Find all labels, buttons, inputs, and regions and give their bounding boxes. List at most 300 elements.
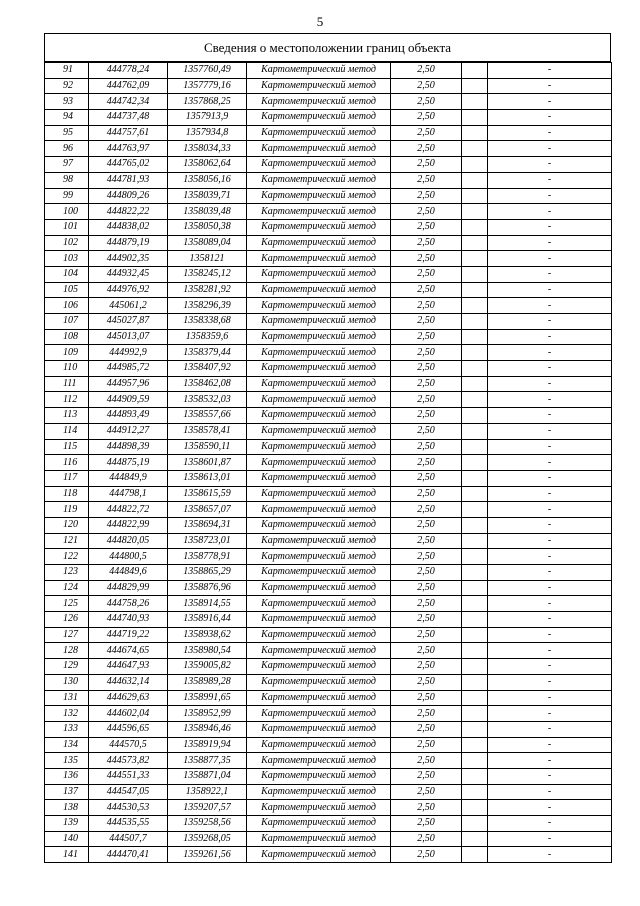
table-row (45, 251, 612, 267)
table-row (45, 329, 612, 345)
x-coordinate-cell: 444822,99 (89, 517, 168, 533)
x-coordinate-cell: 444849,6 (89, 565, 168, 581)
point-number-cell: 91 (45, 63, 89, 79)
description-cell: - (488, 612, 612, 628)
point-number-cell: 135 (45, 753, 89, 769)
y-coordinate-cell: 1358922,1 (168, 784, 247, 800)
x-coordinate-cell: 444570,5 (89, 737, 168, 753)
blank-cell (462, 768, 488, 784)
y-coordinate-cell: 1358991,65 (168, 690, 247, 706)
method-cell: Картометрический метод (247, 659, 391, 675)
accuracy-cell: 2,50 (391, 188, 462, 204)
point-number-cell: 116 (45, 455, 89, 471)
blank-cell (462, 470, 488, 486)
table-row (45, 831, 612, 847)
x-coordinate-cell: 444632,14 (89, 674, 168, 690)
y-coordinate-cell: 1358056,16 (168, 172, 247, 188)
point-number-cell: 102 (45, 235, 89, 251)
x-coordinate-cell: 444822,72 (89, 502, 168, 518)
x-coordinate-cell: 444820,05 (89, 533, 168, 549)
x-coordinate-cell: 444932,45 (89, 266, 168, 282)
point-number-cell: 137 (45, 784, 89, 800)
method-cell: Картометрический метод (247, 329, 391, 345)
point-number-cell: 96 (45, 141, 89, 157)
x-coordinate-cell: 445027,87 (89, 314, 168, 330)
description-cell: - (488, 141, 612, 157)
method-cell: Картометрический метод (247, 439, 391, 455)
blank-cell (462, 219, 488, 235)
x-coordinate-cell: 444822,22 (89, 204, 168, 220)
description-cell: - (488, 266, 612, 282)
point-number-cell: 99 (45, 188, 89, 204)
y-coordinate-cell: 1358980,54 (168, 643, 247, 659)
method-cell: Картометрический метод (247, 361, 391, 377)
description-cell: - (488, 423, 612, 439)
table-row (45, 298, 612, 314)
x-coordinate-cell: 444762,09 (89, 78, 168, 94)
accuracy-cell: 2,50 (391, 110, 462, 126)
table-row (45, 737, 612, 753)
description-cell: - (488, 517, 612, 533)
section-title: Сведения о местоположении границ объекта (44, 33, 611, 62)
x-coordinate-cell: 444530,53 (89, 800, 168, 816)
point-number-cell: 113 (45, 408, 89, 424)
y-coordinate-cell: 1358989,28 (168, 674, 247, 690)
method-cell: Картометрический метод (247, 737, 391, 753)
x-coordinate-cell: 444573,82 (89, 753, 168, 769)
point-number-cell: 112 (45, 392, 89, 408)
method-cell: Картометрический метод (247, 125, 391, 141)
point-number-cell: 103 (45, 251, 89, 267)
table-row (45, 627, 612, 643)
method-cell: Картометрический метод (247, 392, 391, 408)
accuracy-cell: 2,50 (391, 266, 462, 282)
y-coordinate-cell: 1358723,01 (168, 533, 247, 549)
coordinates-table (44, 62, 612, 863)
point-number-cell: 122 (45, 549, 89, 565)
method-cell: Картометрический метод (247, 847, 391, 863)
method-cell: Картометрический метод (247, 533, 391, 549)
y-coordinate-cell: 1357779,16 (168, 78, 247, 94)
point-number-cell: 129 (45, 659, 89, 675)
y-coordinate-cell: 1357913,9 (168, 110, 247, 126)
table-row (45, 612, 612, 628)
method-cell: Картометрический метод (247, 721, 391, 737)
accuracy-cell: 2,50 (391, 612, 462, 628)
x-coordinate-cell: 444957,96 (89, 376, 168, 392)
y-coordinate-cell: 1358694,31 (168, 517, 247, 533)
description-cell: - (488, 78, 612, 94)
method-cell: Картометрический метод (247, 549, 391, 565)
method-cell: Картометрический метод (247, 141, 391, 157)
table-row (45, 188, 612, 204)
accuracy-cell: 2,50 (391, 251, 462, 267)
accuracy-cell: 2,50 (391, 847, 462, 863)
description-cell: - (488, 800, 612, 816)
method-cell: Картометрический метод (247, 768, 391, 784)
blank-cell (462, 502, 488, 518)
method-cell: Картометрический метод (247, 345, 391, 361)
point-number-cell: 93 (45, 94, 89, 110)
table-row (45, 706, 612, 722)
description-cell: - (488, 314, 612, 330)
accuracy-cell: 2,50 (391, 94, 462, 110)
y-coordinate-cell: 1359268,05 (168, 831, 247, 847)
description-cell: - (488, 831, 612, 847)
point-number-cell: 128 (45, 643, 89, 659)
point-number-cell: 138 (45, 800, 89, 816)
description-cell: - (488, 110, 612, 126)
accuracy-cell: 2,50 (391, 565, 462, 581)
blank-cell (462, 188, 488, 204)
y-coordinate-cell: 1358039,48 (168, 204, 247, 220)
description-cell: - (488, 486, 612, 502)
table-row (45, 596, 612, 612)
accuracy-cell: 2,50 (391, 643, 462, 659)
blank-cell (462, 737, 488, 753)
y-coordinate-cell: 1358557,66 (168, 408, 247, 424)
point-number-cell: 141 (45, 847, 89, 863)
x-coordinate-cell: 444875,19 (89, 455, 168, 471)
description-cell: - (488, 282, 612, 298)
y-coordinate-cell: 1358462,08 (168, 376, 247, 392)
description-cell: - (488, 251, 612, 267)
description-cell: - (488, 721, 612, 737)
accuracy-cell: 2,50 (391, 800, 462, 816)
description-cell: - (488, 674, 612, 690)
description-cell: - (488, 125, 612, 141)
description-cell: - (488, 643, 612, 659)
accuracy-cell: 2,50 (391, 314, 462, 330)
blank-cell (462, 706, 488, 722)
blank-cell (462, 314, 488, 330)
blank-cell (462, 172, 488, 188)
x-coordinate-cell: 444992,9 (89, 345, 168, 361)
method-cell: Картометрический метод (247, 502, 391, 518)
blank-cell (462, 376, 488, 392)
method-cell: Картометрический метод (247, 94, 391, 110)
method-cell: Картометрический метод (247, 784, 391, 800)
accuracy-cell: 2,50 (391, 517, 462, 533)
table-row (45, 768, 612, 784)
blank-cell (462, 157, 488, 173)
accuracy-cell: 2,50 (391, 455, 462, 471)
method-cell: Картометрический метод (247, 204, 391, 220)
method-cell: Картометрический метод (247, 643, 391, 659)
point-number-cell: 136 (45, 768, 89, 784)
accuracy-cell: 2,50 (391, 392, 462, 408)
method-cell: Картометрический метод (247, 408, 391, 424)
x-coordinate-cell: 444800,5 (89, 549, 168, 565)
accuracy-cell: 2,50 (391, 125, 462, 141)
accuracy-cell: 2,50 (391, 219, 462, 235)
x-coordinate-cell: 444758,26 (89, 596, 168, 612)
y-coordinate-cell: 1358615,59 (168, 486, 247, 502)
y-coordinate-cell: 1357760,49 (168, 63, 247, 79)
table-row (45, 784, 612, 800)
description-cell: - (488, 94, 612, 110)
description-cell: - (488, 188, 612, 204)
table-row (45, 94, 612, 110)
accuracy-cell: 2,50 (391, 345, 462, 361)
description-cell: - (488, 392, 612, 408)
x-coordinate-cell: 445061,2 (89, 298, 168, 314)
point-number-cell: 124 (45, 580, 89, 596)
x-coordinate-cell: 444507,7 (89, 831, 168, 847)
blank-cell (462, 94, 488, 110)
table-row (45, 141, 612, 157)
method-cell: Картометрический метод (247, 596, 391, 612)
y-coordinate-cell: 1358601,87 (168, 455, 247, 471)
y-coordinate-cell: 1358407,92 (168, 361, 247, 377)
accuracy-cell: 2,50 (391, 439, 462, 455)
table-row (45, 800, 612, 816)
description-cell: - (488, 690, 612, 706)
table-row (45, 110, 612, 126)
x-coordinate-cell: 444674,65 (89, 643, 168, 659)
method-cell: Картометрический метод (247, 470, 391, 486)
y-coordinate-cell: 1358916,44 (168, 612, 247, 628)
boundary-table-sheet (44, 33, 611, 863)
y-coordinate-cell: 1358778,91 (168, 549, 247, 565)
blank-cell (462, 423, 488, 439)
blank-cell (462, 282, 488, 298)
y-coordinate-cell: 1358379,44 (168, 345, 247, 361)
accuracy-cell: 2,50 (391, 423, 462, 439)
method-cell: Картометрический метод (247, 251, 391, 267)
blank-cell (462, 643, 488, 659)
description-cell: - (488, 219, 612, 235)
point-number-cell: 118 (45, 486, 89, 502)
x-coordinate-cell: 444596,65 (89, 721, 168, 737)
y-coordinate-cell: 1359258,56 (168, 816, 247, 832)
description-cell: - (488, 361, 612, 377)
method-cell: Картометрический метод (247, 110, 391, 126)
accuracy-cell: 2,50 (391, 753, 462, 769)
y-coordinate-cell: 1359261,56 (168, 847, 247, 863)
y-coordinate-cell: 1358062,64 (168, 157, 247, 173)
x-coordinate-cell: 444912,27 (89, 423, 168, 439)
description-cell: - (488, 502, 612, 518)
table-row (45, 235, 612, 251)
x-coordinate-cell: 444763,97 (89, 141, 168, 157)
accuracy-cell: 2,50 (391, 690, 462, 706)
description-cell: - (488, 737, 612, 753)
method-cell: Картометрический метод (247, 219, 391, 235)
point-number-cell: 97 (45, 157, 89, 173)
blank-cell (462, 721, 488, 737)
blank-cell (462, 565, 488, 581)
x-coordinate-cell: 444893,49 (89, 408, 168, 424)
blank-cell (462, 753, 488, 769)
point-number-cell: 101 (45, 219, 89, 235)
y-coordinate-cell: 1358532,03 (168, 392, 247, 408)
table-row (45, 423, 612, 439)
blank-cell (462, 455, 488, 471)
description-cell: - (488, 204, 612, 220)
x-coordinate-cell: 444535,55 (89, 816, 168, 832)
method-cell: Картометрический метод (247, 627, 391, 643)
method-cell: Картометрический метод (247, 753, 391, 769)
accuracy-cell: 2,50 (391, 502, 462, 518)
blank-cell (462, 141, 488, 157)
x-coordinate-cell: 444740,93 (89, 612, 168, 628)
x-coordinate-cell: 445013,07 (89, 329, 168, 345)
x-coordinate-cell: 444778,24 (89, 63, 168, 79)
table-row (45, 172, 612, 188)
accuracy-cell: 2,50 (391, 627, 462, 643)
table-row (45, 376, 612, 392)
blank-cell (462, 125, 488, 141)
method-cell: Картометрический метод (247, 831, 391, 847)
y-coordinate-cell: 1358034,33 (168, 141, 247, 157)
description-cell: - (488, 659, 612, 675)
accuracy-cell: 2,50 (391, 361, 462, 377)
table-row (45, 219, 612, 235)
point-number-cell: 125 (45, 596, 89, 612)
accuracy-cell: 2,50 (391, 408, 462, 424)
blank-cell (462, 816, 488, 832)
table-row (45, 517, 612, 533)
table-row (45, 282, 612, 298)
accuracy-cell: 2,50 (391, 157, 462, 173)
page-number: 5 (316, 14, 324, 29)
table-row (45, 314, 612, 330)
method-cell: Картометрический метод (247, 486, 391, 502)
method-cell: Картометрический метод (247, 188, 391, 204)
x-coordinate-cell: 444470,41 (89, 847, 168, 863)
description-cell: - (488, 470, 612, 486)
description-cell: - (488, 439, 612, 455)
table-row (45, 439, 612, 455)
method-cell: Картометрический метод (247, 282, 391, 298)
description-cell: - (488, 376, 612, 392)
method-cell: Картометрический метод (247, 580, 391, 596)
description-cell: - (488, 329, 612, 345)
table-row (45, 408, 612, 424)
point-number-cell: 108 (45, 329, 89, 345)
table-row (45, 847, 612, 863)
description-cell: - (488, 408, 612, 424)
description-cell: - (488, 549, 612, 565)
point-number-cell: 95 (45, 125, 89, 141)
y-coordinate-cell: 1358877,35 (168, 753, 247, 769)
point-number-cell: 92 (45, 78, 89, 94)
table-row (45, 361, 612, 377)
point-number-cell: 126 (45, 612, 89, 628)
accuracy-cell: 2,50 (391, 78, 462, 94)
description-cell: - (488, 784, 612, 800)
x-coordinate-cell: 444976,92 (89, 282, 168, 298)
point-number-cell: 120 (45, 517, 89, 533)
y-coordinate-cell: 1358245,12 (168, 266, 247, 282)
x-coordinate-cell: 444647,93 (89, 659, 168, 675)
x-coordinate-cell: 444829,99 (89, 580, 168, 596)
accuracy-cell: 2,50 (391, 816, 462, 832)
accuracy-cell: 2,50 (391, 486, 462, 502)
method-cell: Картометрический метод (247, 298, 391, 314)
table-row (45, 674, 612, 690)
blank-cell (462, 298, 488, 314)
description-cell: - (488, 298, 612, 314)
x-coordinate-cell: 444781,93 (89, 172, 168, 188)
accuracy-cell: 2,50 (391, 596, 462, 612)
blank-cell (462, 408, 488, 424)
accuracy-cell: 2,50 (391, 768, 462, 784)
y-coordinate-cell: 1358946,46 (168, 721, 247, 737)
point-number-cell: 94 (45, 110, 89, 126)
y-coordinate-cell: 1358578,41 (168, 423, 247, 439)
table-row (45, 345, 612, 361)
method-cell: Картометрический метод (247, 517, 391, 533)
accuracy-cell: 2,50 (391, 376, 462, 392)
point-number-cell: 123 (45, 565, 89, 581)
blank-cell (462, 627, 488, 643)
x-coordinate-cell: 444838,02 (89, 219, 168, 235)
y-coordinate-cell: 1358876,96 (168, 580, 247, 596)
x-coordinate-cell: 444742,34 (89, 94, 168, 110)
blank-cell (462, 659, 488, 675)
point-number-cell: 119 (45, 502, 89, 518)
method-cell: Картометрический метод (247, 674, 391, 690)
x-coordinate-cell: 444879,19 (89, 235, 168, 251)
point-number-cell: 121 (45, 533, 89, 549)
table-row (45, 486, 612, 502)
point-number-cell: 109 (45, 345, 89, 361)
accuracy-cell: 2,50 (391, 721, 462, 737)
method-cell: Картометрический метод (247, 78, 391, 94)
blank-cell (462, 439, 488, 455)
point-number-cell: 134 (45, 737, 89, 753)
blank-cell (462, 847, 488, 863)
point-number-cell: 106 (45, 298, 89, 314)
table-row (45, 470, 612, 486)
table-row (45, 565, 612, 581)
accuracy-cell: 2,50 (391, 204, 462, 220)
table-row (45, 157, 612, 173)
point-number-cell: 115 (45, 439, 89, 455)
y-coordinate-cell: 1358359,6 (168, 329, 247, 345)
blank-cell (462, 612, 488, 628)
y-coordinate-cell: 1358938,62 (168, 627, 247, 643)
description-cell: - (488, 753, 612, 769)
method-cell: Картометрический метод (247, 706, 391, 722)
table-row (45, 78, 612, 94)
accuracy-cell: 2,50 (391, 784, 462, 800)
point-number-cell: 110 (45, 361, 89, 377)
point-number-cell: 127 (45, 627, 89, 643)
x-coordinate-cell: 444547,05 (89, 784, 168, 800)
accuracy-cell: 2,50 (391, 831, 462, 847)
accuracy-cell: 2,50 (391, 549, 462, 565)
method-cell: Картометрический метод (247, 376, 391, 392)
y-coordinate-cell: 1358089,04 (168, 235, 247, 251)
accuracy-cell: 2,50 (391, 580, 462, 596)
description-cell: - (488, 627, 612, 643)
description-cell: - (488, 157, 612, 173)
blank-cell (462, 800, 488, 816)
method-cell: Картометрический метод (247, 612, 391, 628)
x-coordinate-cell: 444719,22 (89, 627, 168, 643)
blank-cell (462, 345, 488, 361)
blank-cell (462, 690, 488, 706)
point-number-cell: 111 (45, 376, 89, 392)
method-cell: Картометрический метод (247, 423, 391, 439)
x-coordinate-cell: 444909,59 (89, 392, 168, 408)
description-cell: - (488, 847, 612, 863)
accuracy-cell: 2,50 (391, 298, 462, 314)
x-coordinate-cell: 444765,02 (89, 157, 168, 173)
